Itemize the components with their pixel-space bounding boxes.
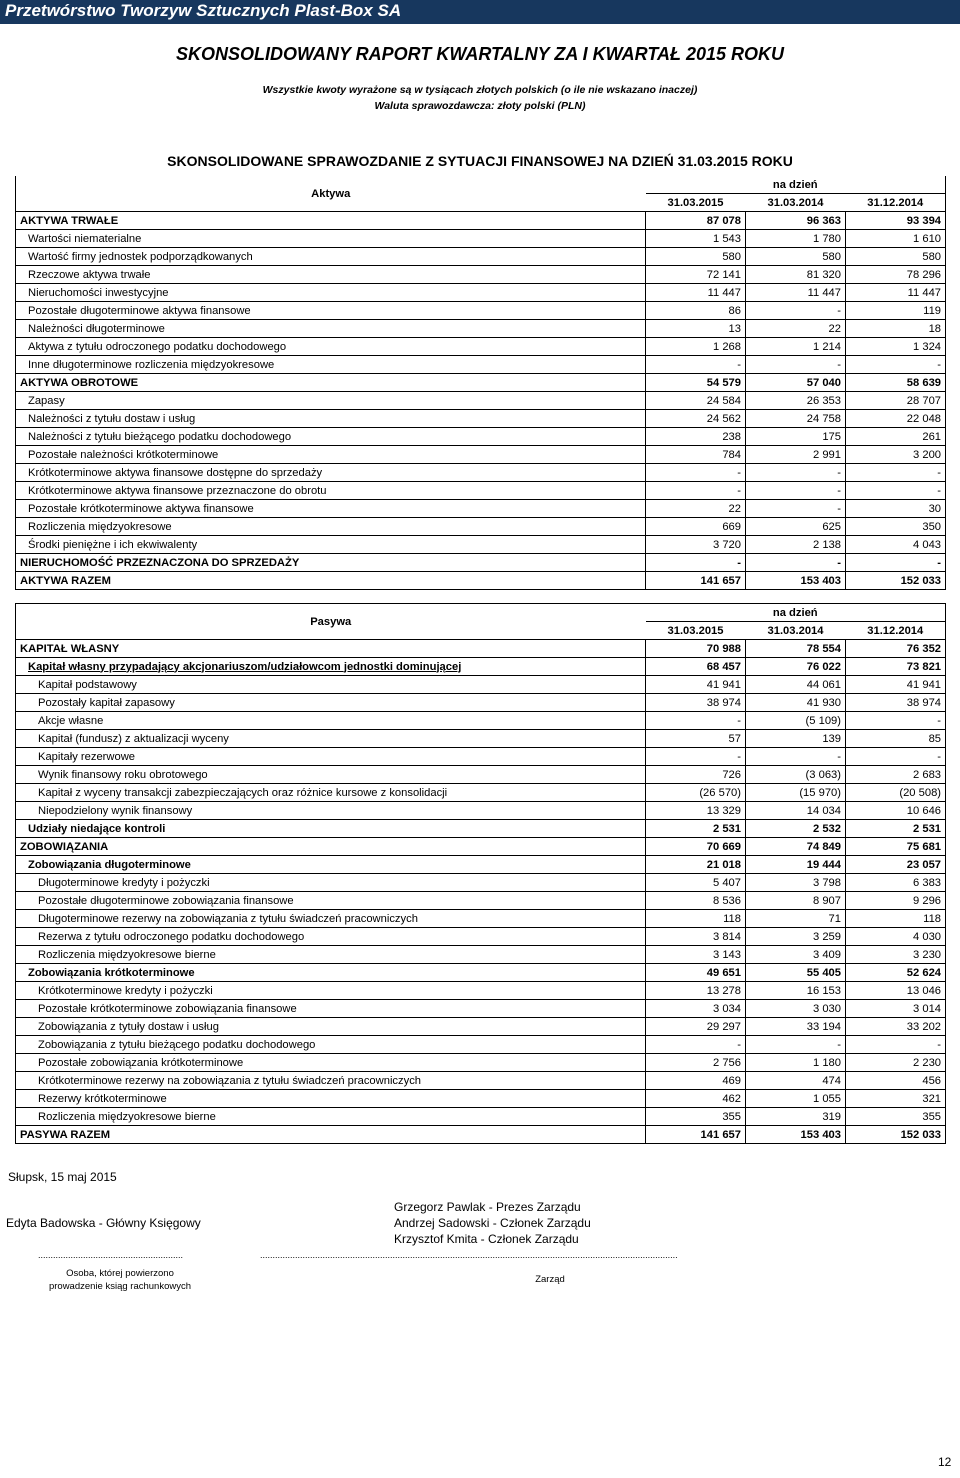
liabilities-row-value-3: 75 681 — [846, 838, 946, 856]
assets-row-value-2: 96 363 — [746, 212, 846, 230]
liabilities-row-value-1: 21 018 — [646, 856, 746, 874]
liabilities-row-value-3: 52 624 — [846, 964, 946, 982]
assets-row-value-2: 26 353 — [746, 392, 846, 410]
liabilities-row — [16, 820, 946, 838]
liabilities-row — [16, 676, 946, 694]
liabilities-row-value-2: 1 055 — [746, 1090, 846, 1108]
assets-row-value-1: - — [646, 554, 746, 572]
assets-row-value-3: 1 610 — [846, 230, 946, 248]
liabilities-row-value-3: 2 531 — [846, 820, 946, 838]
liabilities-row-label: Rozliczenia międzyokresowe bierne — [16, 1108, 646, 1126]
liabilities-row-value-2: 139 — [746, 730, 846, 748]
assets-row — [16, 212, 946, 230]
currency-note: Waluta sprawozdawcza: złoty polski (PLN) — [374, 100, 586, 112]
liabilities-row-value-1: 141 657 — [646, 1126, 746, 1144]
assets-row — [16, 446, 946, 464]
assets-row-value-1: 669 — [646, 518, 746, 536]
liabilities-row-label: Długoterminowe rezerwy na zobowiązania z tytułu świadczeń pracowniczych — [16, 910, 646, 928]
liabilities-row — [16, 640, 946, 658]
assets-row-value-1: 87 078 — [646, 212, 746, 230]
assets-row-label: AKTYWA TRWAŁE — [16, 212, 646, 230]
liabilities-row — [16, 1018, 946, 1036]
liabilities-row-value-1: 49 651 — [646, 964, 746, 982]
liabilities-row-value-2: 8 907 — [746, 892, 846, 910]
assets-row-value-3: 3 200 — [846, 446, 946, 464]
assets-row-value-2: 153 403 — [746, 572, 846, 590]
liabilities-row-label: Pozostałe zobowiązania krótkoterminowe — [16, 1054, 646, 1072]
assets-row-value-1: - — [646, 482, 746, 500]
assets-row — [16, 428, 946, 446]
assets-row-value-1: 1 543 — [646, 230, 746, 248]
assets-row-value-1: 784 — [646, 446, 746, 464]
assets-row — [16, 500, 946, 518]
liabilities-row-label: Rezerwa z tytułu odroczonego podatku dochodowego — [16, 928, 646, 946]
assets-row-value-3: - — [846, 482, 946, 500]
liabilities-row-value-3: 73 821 — [846, 658, 946, 676]
assets-row — [16, 356, 946, 374]
assets-row-label: Należności długoterminowe — [16, 320, 646, 338]
liabilities-row — [16, 1108, 946, 1126]
liabilities-row-value-1: - — [646, 1036, 746, 1054]
liabilities-row-value-1: 8 536 — [646, 892, 746, 910]
assets-row-label: Inne długoterminowe rozliczenia międzyokresowe — [16, 356, 646, 374]
assets-row-value-1: 72 141 — [646, 266, 746, 284]
liabilities-row-value-3: 321 — [846, 1090, 946, 1108]
liabilities-row-label: Pozostałe długoterminowe zobowiązania finansowe — [16, 892, 646, 910]
liabilities-row-value-2: 3 798 — [746, 874, 846, 892]
assets-row-value-2: 22 — [746, 320, 846, 338]
assets-row — [16, 482, 946, 500]
assets-row-label: Zapasy — [16, 392, 646, 410]
assets-row-value-3: 1 324 — [846, 338, 946, 356]
liabilities-row-value-1: 57 — [646, 730, 746, 748]
liabilities-row-label: Zobowiązania z tytułu bieżącego podatku dochodowego — [16, 1036, 646, 1054]
liabilities-row-value-2: 74 849 — [746, 838, 846, 856]
liabilities-row-value-2: 14 034 — [746, 802, 846, 820]
assets-row — [16, 554, 946, 572]
assets-row-value-1: - — [646, 356, 746, 374]
assets-row — [16, 536, 946, 554]
assets-row — [16, 284, 946, 302]
liabilities-col-1: 31.03.2015 — [646, 622, 746, 640]
liabilities-row — [16, 730, 946, 748]
liabilities-row-value-1: 13 278 — [646, 982, 746, 1000]
amounts-note: Wszystkie kwoty wyrażone są w tysiącach złotych polskich (o ile nie wskazano inaczej) — [262, 84, 698, 96]
liabilities-row-value-1: 2 531 — [646, 820, 746, 838]
liabilities-row-label: Kapitał z wyceny transakcji zabezpieczających oraz różnice kursowe z konsolidacji — [16, 784, 646, 802]
assets-row-value-2: - — [746, 356, 846, 374]
assets-row-value-3: 22 048 — [846, 410, 946, 428]
liabilities-row-value-2: 33 194 — [746, 1018, 846, 1036]
assets-row-value-3: 4 043 — [846, 536, 946, 554]
assets-row — [16, 392, 946, 410]
liabilities-row-label: PASYWA RAZEM — [16, 1126, 646, 1144]
assets-row-label: Pozostałe długoterminowe aktywa finansowe — [16, 302, 646, 320]
liabilities-row-value-2: (5 109) — [746, 712, 846, 730]
assets-row-value-1: 24 562 — [646, 410, 746, 428]
liabilities-row — [16, 712, 946, 730]
liabilities-row-value-1: 41 941 — [646, 676, 746, 694]
liabilities-row-value-3: 10 646 — [846, 802, 946, 820]
liabilities-row-label: Rezerwy krótkoterminowe — [16, 1090, 646, 1108]
liabilities-row-value-3: 76 352 — [846, 640, 946, 658]
assets-row-label: Rozliczenia międzyokresowe — [16, 518, 646, 536]
assets-table — [15, 176, 946, 590]
signature-line-right: ....................................................................................................................................................................... — [260, 1250, 678, 1260]
assets-row-value-1: - — [646, 464, 746, 482]
assets-row-value-2: 57 040 — [746, 374, 846, 392]
assets-row-label: Wartość firmy jednostek podporządkowanych — [16, 248, 646, 266]
liabilities-row — [16, 658, 946, 676]
liabilities-row — [16, 1036, 946, 1054]
liabilities-row-value-2: (15 970) — [746, 784, 846, 802]
liabilities-col-3: 31.12.2014 — [846, 622, 946, 640]
assets-row-label: Krótkoterminowe aktywa finansowe dostępne do sprzedaży — [16, 464, 646, 482]
assets-row-value-2: - — [746, 482, 846, 500]
assets-row-value-1: 24 584 — [646, 392, 746, 410]
liabilities-row-value-2: 319 — [746, 1108, 846, 1126]
liabilities-row — [16, 766, 946, 784]
liabilities-row-value-1: 118 — [646, 910, 746, 928]
assets-row-label: Należności z tytułu bieżącego podatku dochodowego — [16, 428, 646, 446]
liabilities-row-value-2: 78 554 — [746, 640, 846, 658]
assets-row-value-3: - — [846, 554, 946, 572]
liabilities-row-label: Akcje własne — [16, 712, 646, 730]
liabilities-row-value-3: - — [846, 748, 946, 766]
liabilities-row — [16, 910, 946, 928]
liabilities-row-label: Kapitał podstawowy — [16, 676, 646, 694]
liabilities-row-value-3: 355 — [846, 1108, 946, 1126]
statement-title: SKONSOLIDOWANE SPRAWOZDANIE Z SYTUACJI FINANSOWEJ NA DZIEŃ 31.03.2015 ROKU — [167, 153, 793, 169]
liabilities-row-value-2: 19 444 — [746, 856, 846, 874]
liabilities-row-value-1: 29 297 — [646, 1018, 746, 1036]
liabilities-row-value-2: 1 180 — [746, 1054, 846, 1072]
liabilities-row-value-2: 474 — [746, 1072, 846, 1090]
liabilities-row-label: Rozliczenia międzyokresowe bierne — [16, 946, 646, 964]
liabilities-row-label: Niepodzielony wynik finansowy — [16, 802, 646, 820]
assets-row-label: Aktywa z tytułu odroczonego podatku dochodowego — [16, 338, 646, 356]
caption-left-1: Osoba, której powierzono — [66, 1268, 174, 1279]
liabilities-row-value-1: 2 756 — [646, 1054, 746, 1072]
assets-row-value-3: 261 — [846, 428, 946, 446]
liabilities-row-value-1: 3 814 — [646, 928, 746, 946]
company-name: Przetwórstwo Tworzyw Sztucznych Plast-Box SA — [5, 1, 402, 20]
liabilities-row-label: KAPITAŁ WŁASNY — [16, 640, 646, 658]
assets-row — [16, 338, 946, 356]
liabilities-row-value-1: 462 — [646, 1090, 746, 1108]
liabilities-row-label: Zobowiązania krótkoterminowe — [16, 964, 646, 982]
assets-row-value-2: 24 758 — [746, 410, 846, 428]
assets-row-value-3: 350 — [846, 518, 946, 536]
assets-heading: Aktywa — [16, 176, 646, 212]
assets-row — [16, 518, 946, 536]
liabilities-row — [16, 892, 946, 910]
liabilities-row-value-1: 70 669 — [646, 838, 746, 856]
liabilities-row-value-2: 16 153 — [746, 982, 846, 1000]
liabilities-row-label: Kapitał (fundusz) z aktualizacji wyceny — [16, 730, 646, 748]
assets-col-3: 31.12.2014 — [846, 194, 946, 212]
liabilities-row-value-1: 355 — [646, 1108, 746, 1126]
assets-row-value-2: 81 320 — [746, 266, 846, 284]
liabilities-row — [16, 1054, 946, 1072]
liabilities-row-label: Zobowiązania z tytuły dostaw i usług — [16, 1018, 646, 1036]
board-member-2: Andrzej Sadowski - Członek Zarządu — [394, 1216, 591, 1230]
liabilities-row-value-2: - — [746, 748, 846, 766]
liabilities-row-value-2: (3 063) — [746, 766, 846, 784]
assets-row-value-2: - — [746, 500, 846, 518]
liabilities-row-value-2: 76 022 — [746, 658, 846, 676]
place-date: Słupsk, 15 maj 2015 — [8, 1170, 117, 1184]
liabilities-row-value-3: 456 — [846, 1072, 946, 1090]
liabilities-row — [16, 694, 946, 712]
caption-left-2: prowadzenie ksiąg rachunkowych — [48, 1281, 192, 1292]
assets-row-value-3: 152 033 — [846, 572, 946, 590]
assets-row-value-2: 11 447 — [746, 284, 846, 302]
assets-row-value-2: 2 138 — [746, 536, 846, 554]
liabilities-row-label: ZOBOWIĄZANIA — [16, 838, 646, 856]
assets-row-label: Rzeczowe aktywa trwałe — [16, 266, 646, 284]
liabilities-row-value-3: - — [846, 1036, 946, 1054]
liabilities-row-value-3: 4 030 — [846, 928, 946, 946]
liabilities-row — [16, 1090, 946, 1108]
liabilities-row — [16, 946, 946, 964]
liabilities-row-label: Kapitały rezerwowe — [16, 748, 646, 766]
assets-row — [16, 572, 946, 590]
liabilities-row-value-2: 55 405 — [746, 964, 846, 982]
liabilities-row — [16, 802, 946, 820]
board-member-1: Grzegorz Pawlak - Prezes Zarządu — [394, 1200, 581, 1214]
liabilities-row-value-1: 469 — [646, 1072, 746, 1090]
assets-row-value-2: - — [746, 554, 846, 572]
page-number: 12 — [938, 1455, 952, 1469]
liabilities-row-label: Pozostały kapitał zapasowy — [16, 694, 646, 712]
liabilities-row-value-3: 9 296 — [846, 892, 946, 910]
assets-row-value-1: 11 447 — [646, 284, 746, 302]
liabilities-row-value-2: 3 259 — [746, 928, 846, 946]
assets-row-label: Środki pieniężne i ich ekwiwalenty — [16, 536, 646, 554]
liabilities-row-value-3: 118 — [846, 910, 946, 928]
liabilities-row — [16, 748, 946, 766]
company-banner — [0, 0, 960, 24]
liabilities-row — [16, 964, 946, 982]
assets-row-value-2: 2 991 — [746, 446, 846, 464]
assets-row-value-3: - — [846, 356, 946, 374]
assets-row-value-3: - — [846, 464, 946, 482]
liabilities-heading: Pasywa — [16, 604, 646, 640]
assets-col-2: 31.03.2014 — [746, 194, 846, 212]
assets-row-value-2: 1 780 — [746, 230, 846, 248]
assets-row — [16, 464, 946, 482]
liabilities-row-value-1: 68 457 — [646, 658, 746, 676]
liabilities-row-value-3: 38 974 — [846, 694, 946, 712]
liabilities-row-value-3: (20 508) — [846, 784, 946, 802]
liabilities-row-value-3: - — [846, 712, 946, 730]
liabilities-row-value-2: 44 061 — [746, 676, 846, 694]
assets-row-value-1: 238 — [646, 428, 746, 446]
assets-row-value-2: 625 — [746, 518, 846, 536]
assets-row-label: Pozostałe należności krótkoterminowe — [16, 446, 646, 464]
liabilities-row-value-1: 5 407 — [646, 874, 746, 892]
liabilities-row-label: Długoterminowe kredyty i pożyczki — [16, 874, 646, 892]
liabilities-row-value-3: 13 046 — [846, 982, 946, 1000]
liabilities-row-value-3: 2 230 — [846, 1054, 946, 1072]
liabilities-row-label: Krótkoterminowe kredyty i pożyczki — [16, 982, 646, 1000]
assets-row-value-1: 3 720 — [646, 536, 746, 554]
liabilities-row-value-1: 3 034 — [646, 1000, 746, 1018]
assets-row — [16, 410, 946, 428]
assets-row-value-2: 580 — [746, 248, 846, 266]
assets-row-label: Wartości niematerialne — [16, 230, 646, 248]
assets-row-value-3: 11 447 — [846, 284, 946, 302]
liabilities-row — [16, 838, 946, 856]
liabilities-row — [16, 1126, 946, 1144]
assets-row-value-3: 18 — [846, 320, 946, 338]
liabilities-row-value-1: 70 988 — [646, 640, 746, 658]
liabilities-row-value-3: 41 941 — [846, 676, 946, 694]
signature-line-left: .......................................................... — [38, 1250, 184, 1260]
assets-row-label: Należności z tytułu dostaw i usług — [16, 410, 646, 428]
liabilities-row-value-1: - — [646, 748, 746, 766]
assets-row-value-1: 54 579 — [646, 374, 746, 392]
liabilities-row-label: Udziały niedające kontroli — [16, 820, 646, 838]
liabilities-row-label: Zobowiązania długoterminowe — [16, 856, 646, 874]
liabilities-row-value-2: 3 030 — [746, 1000, 846, 1018]
liabilities-row-value-1: 3 143 — [646, 946, 746, 964]
liabilities-row-value-1: 38 974 — [646, 694, 746, 712]
board-member-3: Krzysztof Kmita - Członek Zarządu — [394, 1232, 579, 1246]
assets-row-value-3: 30 — [846, 500, 946, 518]
liabilities-row-value-3: 33 202 — [846, 1018, 946, 1036]
caption-right: Zarząd — [535, 1274, 565, 1285]
liabilities-table — [15, 603, 946, 1144]
assets-row-value-3: 580 — [846, 248, 946, 266]
liabilities-row — [16, 928, 946, 946]
liabilities-row-value-3: 6 383 — [846, 874, 946, 892]
liabilities-row-value-2: 71 — [746, 910, 846, 928]
liabilities-row-value-2: 153 403 — [746, 1126, 846, 1144]
assets-row-value-2: - — [746, 464, 846, 482]
assets-row-label: AKTYWA RAZEM — [16, 572, 646, 590]
assets-row-value-1: 1 268 — [646, 338, 746, 356]
liabilities-row — [16, 784, 946, 802]
liabilities-row-value-2: 41 930 — [746, 694, 846, 712]
assets-row — [16, 320, 946, 338]
assets-row-label: NIERUCHOMOŚĆ PRZEZNACZONA DO SPRZEDAŻY — [16, 554, 646, 572]
assets-row-value-2: - — [746, 302, 846, 320]
liabilities-row-value-3: 2 683 — [846, 766, 946, 784]
liabilities-row-label: Wynik finansowy roku obrotowego — [16, 766, 646, 784]
liabilities-row-value-2: 3 409 — [746, 946, 846, 964]
liabilities-row-value-2: 2 532 — [746, 820, 846, 838]
assets-row-label: Pozostałe krótkoterminowe aktywa finansowe — [16, 500, 646, 518]
liabilities-row — [16, 1072, 946, 1090]
assets-row — [16, 230, 946, 248]
assets-row — [16, 248, 946, 266]
assets-row-value-3: 28 707 — [846, 392, 946, 410]
assets-row — [16, 266, 946, 284]
liabilities-col-2: 31.03.2014 — [746, 622, 846, 640]
report-title: SKONSOLIDOWANY RAPORT KWARTALNY ZA I KWARTAŁ 2015 ROKU — [175, 44, 785, 64]
assets-row-value-3: 78 296 — [846, 266, 946, 284]
liabilities-row — [16, 874, 946, 892]
liabilities-row-label: Kapitał własny przypadający akcjonariuszom/udziałowcom jednostki dominującej — [16, 658, 646, 676]
assets-row-label: Nieruchomości inwestycyjne — [16, 284, 646, 302]
liabilities-row-value-1: 13 329 — [646, 802, 746, 820]
assets-na-dzien: na dzień — [646, 176, 946, 194]
liabilities-na-dzien: na dzień — [646, 604, 946, 622]
assets-row-value-1: 22 — [646, 500, 746, 518]
assets-row-label: Krótkoterminowe aktywa finansowe przeznaczone do obrotu — [16, 482, 646, 500]
assets-row-label: AKTYWA OBROTOWE — [16, 374, 646, 392]
liabilities-row-label: Pozostałe krótkoterminowe zobowiązania finansowe — [16, 1000, 646, 1018]
liabilities-row-value-3: 23 057 — [846, 856, 946, 874]
liabilities-row-value-1: - — [646, 712, 746, 730]
assets-row-value-1: 580 — [646, 248, 746, 266]
liabilities-row-value-3: 152 033 — [846, 1126, 946, 1144]
liabilities-row — [16, 856, 946, 874]
liabilities-row — [16, 1000, 946, 1018]
liabilities-row — [16, 982, 946, 1000]
liabilities-row-value-1: 726 — [646, 766, 746, 784]
assets-row-value-3: 93 394 — [846, 212, 946, 230]
assets-row-value-3: 119 — [846, 302, 946, 320]
liabilities-row-value-3: 3 230 — [846, 946, 946, 964]
liabilities-row-value-1: (26 570) — [646, 784, 746, 802]
liabilities-row-value-2: - — [746, 1036, 846, 1054]
assets-row-value-2: 1 214 — [746, 338, 846, 356]
assets-row-value-2: 175 — [746, 428, 846, 446]
assets-row-value-1: 141 657 — [646, 572, 746, 590]
assets-row-value-1: 13 — [646, 320, 746, 338]
assets-row-value-1: 86 — [646, 302, 746, 320]
assets-col-1: 31.03.2015 — [646, 194, 746, 212]
chief-accountant: Edyta Badowska - Główny Księgowy — [6, 1216, 201, 1230]
liabilities-row-value-3: 3 014 — [846, 1000, 946, 1018]
assets-row — [16, 302, 946, 320]
liabilities-row-value-3: 85 — [846, 730, 946, 748]
assets-row-value-3: 58 639 — [846, 374, 946, 392]
assets-row — [16, 374, 946, 392]
liabilities-row-label: Krótkoterminowe rezerwy na zobowiązania z tytułu świadczeń pracowniczych — [16, 1072, 646, 1090]
